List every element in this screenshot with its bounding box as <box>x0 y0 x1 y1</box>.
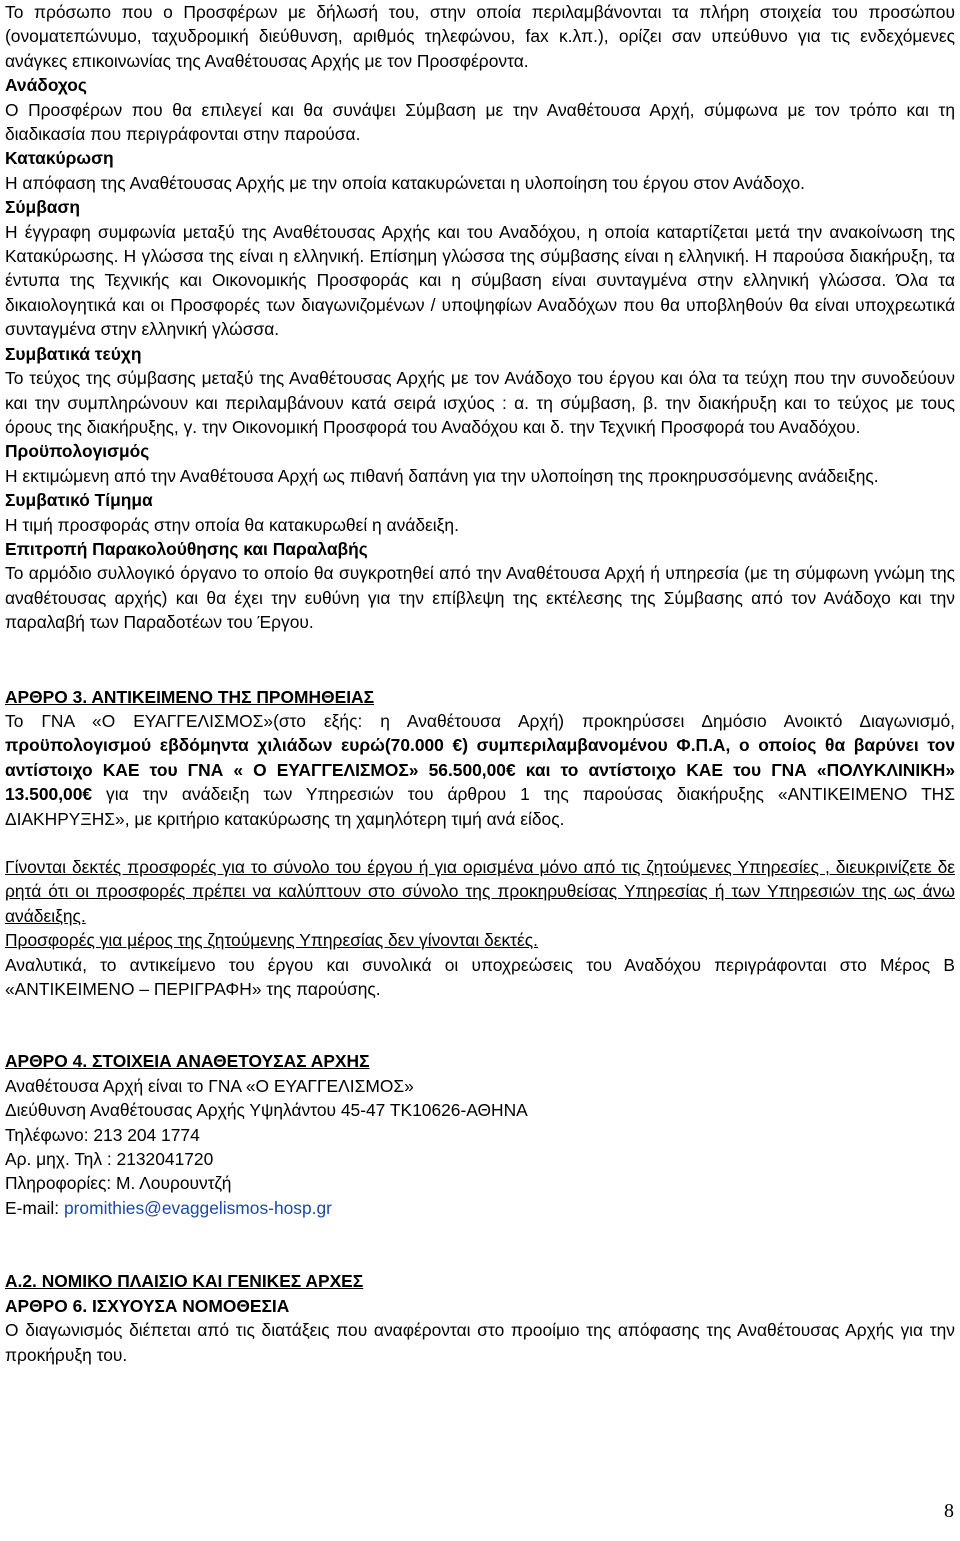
epitropi-text: Το αρμόδιο συλλογικό όργανο το οποίο θα συγκροτηθεί από την Αναθέτουσα Αρχή ή υπηρεσία (με τη σύμφωνη γνώμη της αναθέτουσας αρχής) και θα έχει την ευθύνη για την επίβλεψη της εκτέλεσης της Σύμβασης από τον Ανάδοχο και την παραλαβή των Παραδοτέων του Έργου. <box>5 563 955 633</box>
article4-line-1: Αναθέτουσα Αρχή είναι το ΓΝΑ «Ο ΕΥΑΓΓΕΛΙΣΜΟΣ» <box>5 1075 414 1096</box>
spacer <box>5 1001 955 1049</box>
article3-p1-start: Το ΓΝΑ «Ο ΕΥΑΓΓΕΛΙΣΜΟΣ»(στο εξής: η Αναθέτουσα Αρχή) προκηρύσσει Δημόσιο Ανοικτό Διαγωνισμό, <box>5 710 955 731</box>
email-label: E-mail: <box>5 1197 64 1218</box>
article6-text: Ο διαγωνισμός διέπεται από τις διατάξεις που αναφέρονται στο προοίμιο της απόφασης της Αναθέτουσας Αρχής για την προκήρυξη του. <box>5 1320 955 1365</box>
article3-paragraph-3: Προσφορές για μέρος της ζητούμενης Υπηρεσίας δεν γίνονται δεκτές. <box>5 930 538 951</box>
epitropi-heading: Επιτροπή Παρακολούθησης και Παραλαβής <box>5 538 368 559</box>
article4-line-2: Διεύθυνση Αναθέτουσας Αρχής Υψηλάντου 45-47 ΤΚ10626-ΑΘΗΝΑ <box>5 1100 528 1121</box>
article3-heading: ΑΡΘΡΟ 3. ΑΝΤΙΚΕΙΜΕΝΟ ΤΗΣ ΠΡΟΜΗΘΕΙΑΣ <box>5 686 375 707</box>
katakyrosi-text: Η απόφαση της Αναθέτουσας Αρχής με την οποία κατακυρώνεται η υλοποίηση του έργου στον Ανάδοχο. <box>5 172 806 193</box>
teyxi-heading: Συμβατικά τεύχη <box>5 343 142 364</box>
article3-paragraph-4: Αναλυτικά, το αντικείμενο του έργου και συνολικά οι υποχρεώσεις του Αναδόχου περιγράφονται στο Μέρος Β «ΑΝΤΙΚΕΙΜΕΝΟ – ΠΕΡΙΓΡΑΦΗ» της παρούσης. <box>5 954 955 1000</box>
spacer <box>5 635 955 685</box>
spacer <box>5 831 955 855</box>
article4-line-5: Πληροφορίες: Μ. Λουρουντζή <box>5 1173 232 1194</box>
article3-paragraph-1 <box>5 709 955 831</box>
article3-paragraph-2: Γίνονται δεκτές προσφορές για το σύνολο του έργου ή για ορισμένα μόνο από τις ζητούμενες Υπηρεσίες , διευκρινίζετε δε ρητά ότι οι προσφορές πρέπει να καλύπτουν στο σύνολο της προκηρυθείσας Υπηρεσίας ή των Υπηρεσιών της ως άνω ανάδειξης. <box>5 857 955 926</box>
anadoxos-heading: Ανάδοχος <box>5 75 87 96</box>
article3-p1-budget: προϋπολογισμού εβδόμηντα χιλιάδων ευρώ(70.000 €) συμπεριλαμβανομένου Φ.Π.Α, ο οποίος θα βαρύνει τον αντίστοιχο ΚΑΕ του ΓΝΑ « Ο ΕΥΑΓΓΕΛΙΣΜΟΣ» 56.500,00€ και το αντίστοιχο ΚΑΕ του ΓΝΑ «ΠΟΛΥΚΛΙΝΙΚΗ» 13.500,00€ <box>5 735 955 805</box>
email-link[interactable]: promithies@evaggelismos-hosp.gr <box>63 1197 332 1218</box>
timima-heading: Συμβατικό Τίμημα <box>5 490 153 511</box>
symvasi-text: Η έγγραφη συμφωνία μεταξύ της Αναθέτουσας Αρχής και του Αναδόχου, η οποία καταρτίζεται μετά την ανακοίνωση της Κατακύρωσης. Η γλώσσα της είναι η ελληνική. Επίσημη γλώσσα της σύμβασης είναι η ελληνική. Η παρούσα διακήρυξη, τα έντυπα της Τεχνικής και Οικονομικής Προσφοράς και η σύμβαση είναι συνταγμένα στην ελληνική γλώσσα. Όλα τα δικαιολογητικά και οι Προσφορές των διαγωνιζομένων / υποψηφίων Αναδόχων που θα υποβληθούν θα είναι υποχρεωτικά συνταγμένα στην ελληνική γλώσσα. <box>5 221 955 340</box>
article4-email-line <box>5 1196 955 1220</box>
article3-p1-end: για την ανάδειξη των Υπηρεσιών του άρθρου 1 της παρούσας διακήρυξης «ΑΝΤΙΚΕΙΜΕΝΟ ΤΗΣ ΔΙΑΚΗΡΥΞΗΣ», με κριτήριο κατακύρωσης τη χαμηλότερη τιμή ανά είδος. <box>5 784 955 829</box>
article6-heading: ΑΡΘΡΟ 6. ΙΣΧΥΟΥΣΑ ΝΟΜΟΘΕΣΙΑ <box>5 1295 290 1316</box>
article4-heading: ΑΡΘΡΟ 4. ΣΤΟΙΧΕΙΑ ΑΝΑΘΕΤΟΥΣΑΣ ΑΡΧΗΣ <box>5 1051 370 1072</box>
document-page <box>5 0 955 1367</box>
katakyrosi-heading: Κατακύρωση <box>5 148 114 169</box>
spacer <box>5 1220 955 1269</box>
anadoxos-text: Ο Προσφέρων που θα επιλεγεί και θα συνάψει Σύμβαση με την Αναθέτουσα Αρχή, σύμφωνα με τον τρόπο και τη διαδικασία που περιγράφονται στην παρούσα. <box>5 99 955 145</box>
teyxi-text: Το τεύχος της σύμβασης μεταξύ της Αναθέτουσας Αρχής με τον Ανάδοχο του έργου και όλα τα τεύχη που την συνοδεύουν και την συμπληρώνουν και περιλαμβάνουν κατά σειρά ισχύος : α. τη σύμβαση, β. την διακήρυξη και το τεύχος με τους όρους της διακήρυξης, γ. την Οικονομική Προσφορά του Αναδόχου και δ. την Τεχνική Προσφορά του Αναδόχου. <box>5 368 955 437</box>
proypologismos-heading: Προϋπολογισμός <box>5 441 150 462</box>
proypologismos-text: Η εκτιμώμενη από την Αναθέτουσα Αρχή ως πιθανή δαπάνη για την υλοποίηση της προκηρυσσόμενης ανάδειξης. <box>5 465 879 486</box>
article4-line-3: Τηλέφωνο: 213 204 1774 <box>5 1124 200 1145</box>
page-number: 8 <box>944 1500 954 1522</box>
article4-line-4: Αρ. μηχ. Τηλ : 2132041720 <box>5 1149 214 1170</box>
section-a2-heading: Α.2. ΝΟΜΙΚΟ ΠΛΑΙΣΙΟ ΚΑΙ ΓΕΝΙΚΕΣ ΑΡΧΕΣ <box>5 1271 364 1292</box>
intro-paragraph: Το πρόσωπο που ο Προσφέρων με δήλωσή του, στην οποία περιλαμβάνονται τα πλήρη στοιχεία του προσώπου (ονοματεπώνυμο, ταχυδρομική διεύθυνση, αριθμός τηλεφώνου, fax κ.λπ.), ορίζει σαν υπεύθυνο για τις ενδεχόμενες ανάγκες επικοινωνίας της Αναθέτουσας Αρχής με τον Προσφέροντα. <box>5 2 955 71</box>
symvasi-heading: Σύμβαση <box>5 197 81 218</box>
timima-text: Η τιμή προσφοράς στην οποία θα κατακυρωθεί η ανάδειξη. <box>5 514 459 535</box>
